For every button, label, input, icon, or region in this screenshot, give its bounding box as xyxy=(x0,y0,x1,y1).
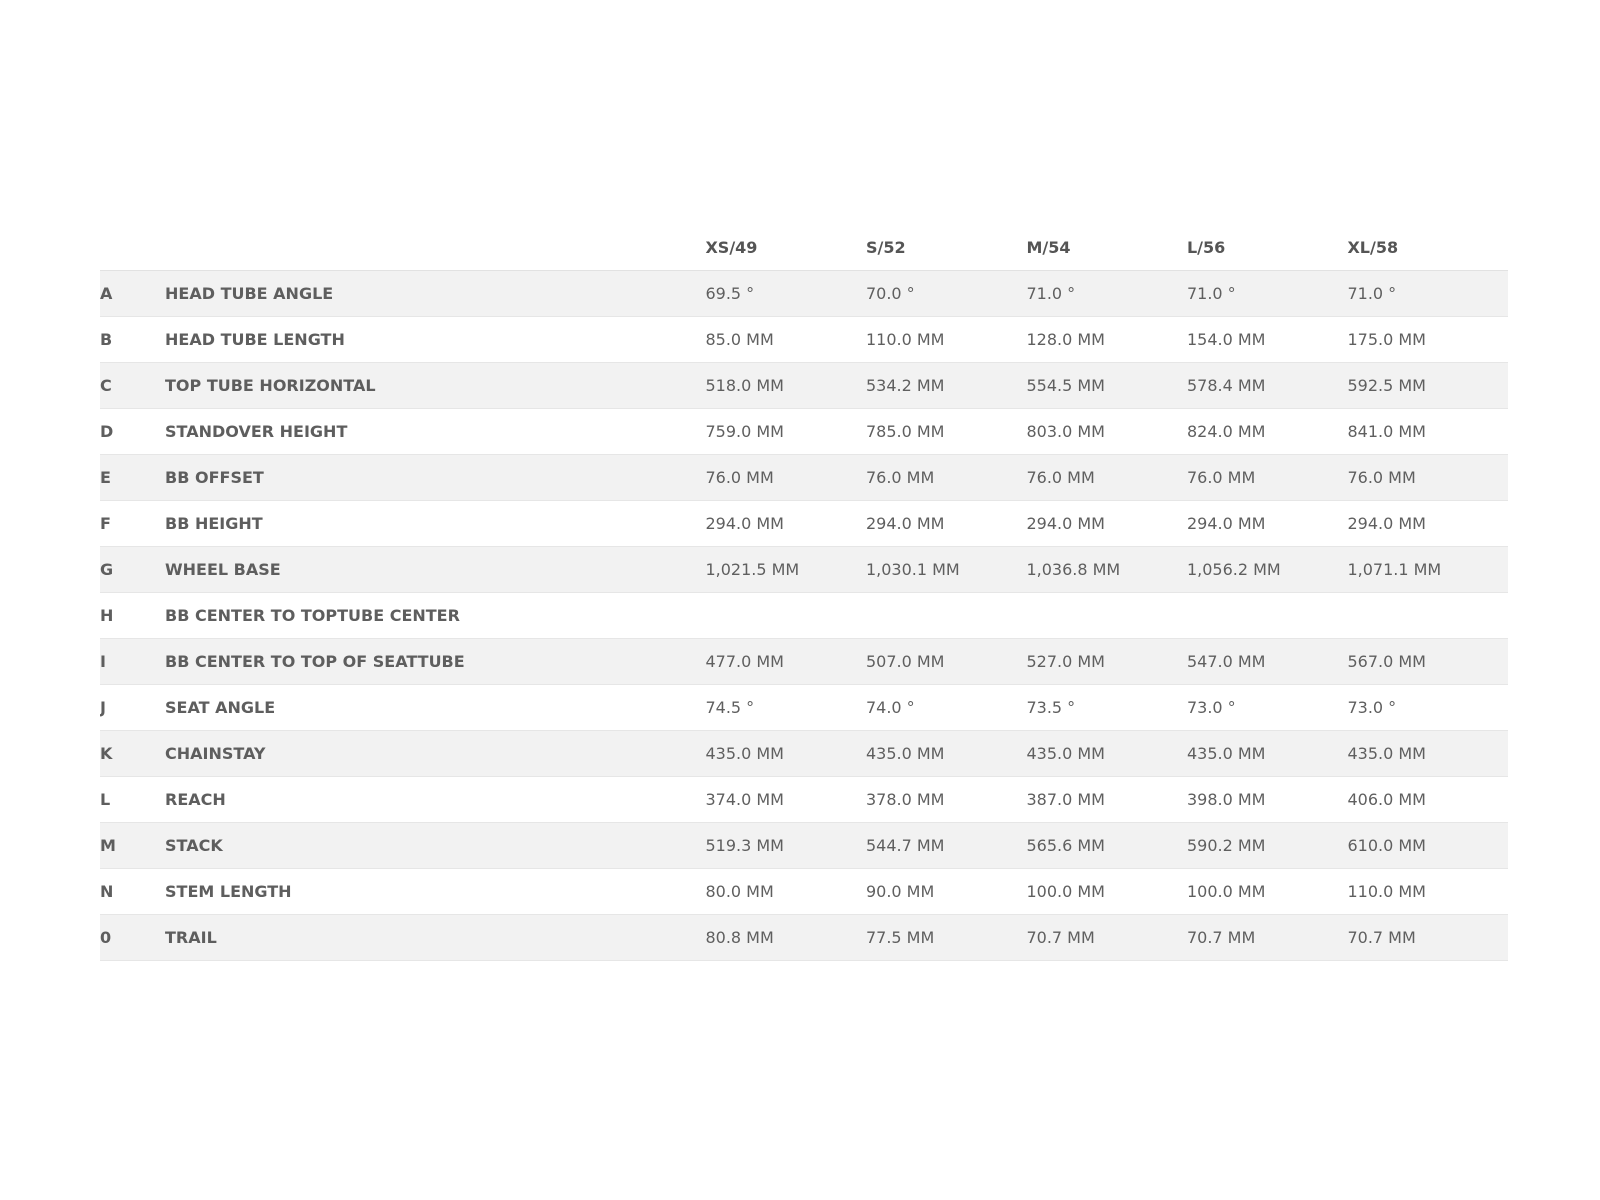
table-header-row xyxy=(100,225,1508,271)
row-value-cell: 175.0 MM xyxy=(1347,330,1426,349)
row-value-cell: 1,071.1 MM xyxy=(1347,560,1442,579)
row-value-cell: 294.0 MM xyxy=(865,514,945,533)
row-value-cell: 785.0 MM xyxy=(865,422,945,441)
row-value-cell: 74.0 ° xyxy=(865,698,915,717)
table-row xyxy=(100,501,1508,547)
row-value-cell: 294.0 MM xyxy=(1347,514,1426,533)
row-measurement-name: STEM LENGTH xyxy=(165,882,292,901)
row-value-cell: 71.0 ° xyxy=(1186,284,1236,303)
row-measurement-name: HEAD TUBE ANGLE xyxy=(165,284,334,303)
row-measurement-name: HEAD TUBE LENGTH xyxy=(165,330,345,349)
row-value-cell xyxy=(705,593,866,639)
row-value-cell: 73.0 ° xyxy=(1186,698,1236,717)
row-value-cell: 128.0 MM xyxy=(1026,330,1105,349)
row-measurement-name: BB CENTER TO TOP OF SEATTUBE xyxy=(165,652,465,671)
header-measurement xyxy=(165,225,705,271)
row-value-cell: 519.3 MM xyxy=(705,836,784,855)
row-measurement-name: BB CENTER TO TOPTUBE CENTER xyxy=(165,606,460,625)
row-letter: G xyxy=(100,560,114,579)
row-value-cell: 398.0 MM xyxy=(1186,790,1266,809)
row-letter: A xyxy=(100,284,113,303)
row-value-cell xyxy=(866,593,1027,639)
row-value-cell xyxy=(1026,593,1187,639)
row-value-cell: 610.0 MM xyxy=(1347,836,1426,855)
row-value-cell: 100.0 MM xyxy=(1026,882,1105,901)
row-letter: 0 xyxy=(100,928,112,947)
header-size-l56: L/56 xyxy=(1187,225,1348,271)
row-value-cell: 841.0 MM xyxy=(1347,422,1426,441)
table-row xyxy=(100,731,1508,777)
row-value-cell: 554.5 MM xyxy=(1026,376,1105,395)
row-value-cell: 547.0 MM xyxy=(1186,652,1266,671)
header-size-m54: M/54 xyxy=(1026,225,1187,271)
row-value-cell: 76.0 MM xyxy=(1186,468,1256,487)
row-value-cell: 70.7 MM xyxy=(1347,928,1416,947)
row-letter: I xyxy=(100,652,106,671)
table-row xyxy=(100,271,1508,317)
row-value-cell: 534.2 MM xyxy=(865,376,945,395)
row-value-cell: 567.0 MM xyxy=(1347,652,1426,671)
table-row xyxy=(100,547,1508,593)
row-value-cell: 90.0 MM xyxy=(865,882,935,901)
row-value-cell xyxy=(1347,593,1508,639)
row-value-cell: 73.5 ° xyxy=(1026,698,1076,717)
row-value-cell: 803.0 MM xyxy=(1026,422,1105,441)
row-letter: E xyxy=(100,468,111,487)
row-letter: C xyxy=(100,376,112,395)
row-measurement-name: CHAINSTAY xyxy=(165,744,266,763)
row-value-cell: 435.0 MM xyxy=(1347,744,1426,763)
row-value-cell: 76.0 MM xyxy=(865,468,935,487)
row-measurement-name: SEAT ANGLE xyxy=(165,698,276,717)
row-value-cell: 77.5 MM xyxy=(865,928,935,947)
row-value-cell: 435.0 MM xyxy=(705,744,784,763)
row-value-cell: 565.6 MM xyxy=(1026,836,1105,855)
row-letter: N xyxy=(100,882,114,901)
table-row xyxy=(100,823,1508,869)
row-measurement-name: TRAIL xyxy=(165,928,217,947)
header-size-xl58: XL/58 xyxy=(1347,225,1508,271)
row-measurement-name: WHEEL BASE xyxy=(165,560,281,579)
table-row xyxy=(100,455,1508,501)
row-letter: M xyxy=(100,836,116,855)
row-value-cell: 294.0 MM xyxy=(1186,514,1266,533)
geometry-table-container xyxy=(100,225,1508,961)
row-letter: F xyxy=(100,514,111,533)
table-body xyxy=(100,271,1508,961)
row-value-cell: 592.5 MM xyxy=(1347,376,1426,395)
row-value-cell: 824.0 MM xyxy=(1186,422,1266,441)
row-value-cell: 1,056.2 MM xyxy=(1186,560,1281,579)
table-row xyxy=(100,639,1508,685)
row-measurement-name: TOP TUBE HORIZONTAL xyxy=(165,376,376,395)
row-value-cell: 70.0 ° xyxy=(865,284,915,303)
row-measurement-name: BB HEIGHT xyxy=(165,514,263,533)
row-value-cell: 80.0 MM xyxy=(705,882,774,901)
row-letter: K xyxy=(100,744,113,763)
row-value-cell: 1,030.1 MM xyxy=(865,560,960,579)
row-measurement-name: STANDOVER HEIGHT xyxy=(165,422,348,441)
row-letter: D xyxy=(100,422,114,441)
table-row xyxy=(100,317,1508,363)
row-letter: B xyxy=(100,330,113,349)
row-value-cell: 69.5 ° xyxy=(705,284,755,303)
table-row xyxy=(100,915,1508,961)
row-value-cell: 435.0 MM xyxy=(865,744,945,763)
row-value-cell: 387.0 MM xyxy=(1026,790,1105,809)
row-measurement-name: BB OFFSET xyxy=(165,468,264,487)
row-value-cell: 76.0 MM xyxy=(705,468,774,487)
row-value-cell: 1,021.5 MM xyxy=(705,560,800,579)
header-size-s52: S/52 xyxy=(866,225,1027,271)
row-value-cell: 294.0 MM xyxy=(705,514,784,533)
row-value-cell: 74.5 ° xyxy=(705,698,755,717)
row-value-cell: 80.8 MM xyxy=(705,928,774,947)
row-value-cell: 76.0 MM xyxy=(1026,468,1095,487)
row-value-cell: 1,036.8 MM xyxy=(1026,560,1121,579)
row-measurement-name: REACH xyxy=(165,790,226,809)
row-value-cell: 70.7 MM xyxy=(1186,928,1256,947)
row-value-cell: 378.0 MM xyxy=(865,790,945,809)
row-measurement-name: STACK xyxy=(165,836,223,855)
row-value-cell: 590.2 MM xyxy=(1186,836,1266,855)
table-row xyxy=(100,777,1508,823)
row-value-cell: 71.0 ° xyxy=(1347,284,1397,303)
table-row xyxy=(100,363,1508,409)
table-row xyxy=(100,685,1508,731)
row-value-cell: 527.0 MM xyxy=(1026,652,1105,671)
row-letter: J xyxy=(100,698,106,717)
row-value-cell: 435.0 MM xyxy=(1026,744,1105,763)
row-value-cell: 71.0 ° xyxy=(1026,284,1076,303)
row-value-cell: 578.4 MM xyxy=(1186,376,1266,395)
row-value-cell: 374.0 MM xyxy=(705,790,784,809)
row-value-cell: 70.7 MM xyxy=(1026,928,1095,947)
row-value-cell: 544.7 MM xyxy=(865,836,945,855)
header-letter xyxy=(100,225,165,271)
row-value-cell: 507.0 MM xyxy=(865,652,945,671)
row-value-cell xyxy=(1187,593,1348,639)
row-value-cell: 477.0 MM xyxy=(705,652,784,671)
row-value-cell: 154.0 MM xyxy=(1186,330,1266,349)
row-value-cell: 294.0 MM xyxy=(1026,514,1105,533)
geometry-table xyxy=(100,225,1508,961)
row-value-cell: 110.0 MM xyxy=(1347,882,1426,901)
table-row xyxy=(100,869,1508,915)
table-row xyxy=(100,409,1508,455)
row-value-cell: 85.0 MM xyxy=(705,330,774,349)
row-value-cell: 110.0 MM xyxy=(865,330,945,349)
row-value-cell: 435.0 MM xyxy=(1186,744,1266,763)
header-size-xs49: XS/49 xyxy=(705,225,866,271)
row-value-cell: 73.0 ° xyxy=(1347,698,1397,717)
row-value-cell: 518.0 MM xyxy=(705,376,784,395)
row-letter: H xyxy=(100,606,114,625)
table-row xyxy=(100,593,1508,639)
row-value-cell: 759.0 MM xyxy=(705,422,784,441)
row-value-cell: 76.0 MM xyxy=(1347,468,1416,487)
row-letter: L xyxy=(100,790,111,809)
row-value-cell: 406.0 MM xyxy=(1347,790,1426,809)
row-value-cell: 100.0 MM xyxy=(1186,882,1266,901)
